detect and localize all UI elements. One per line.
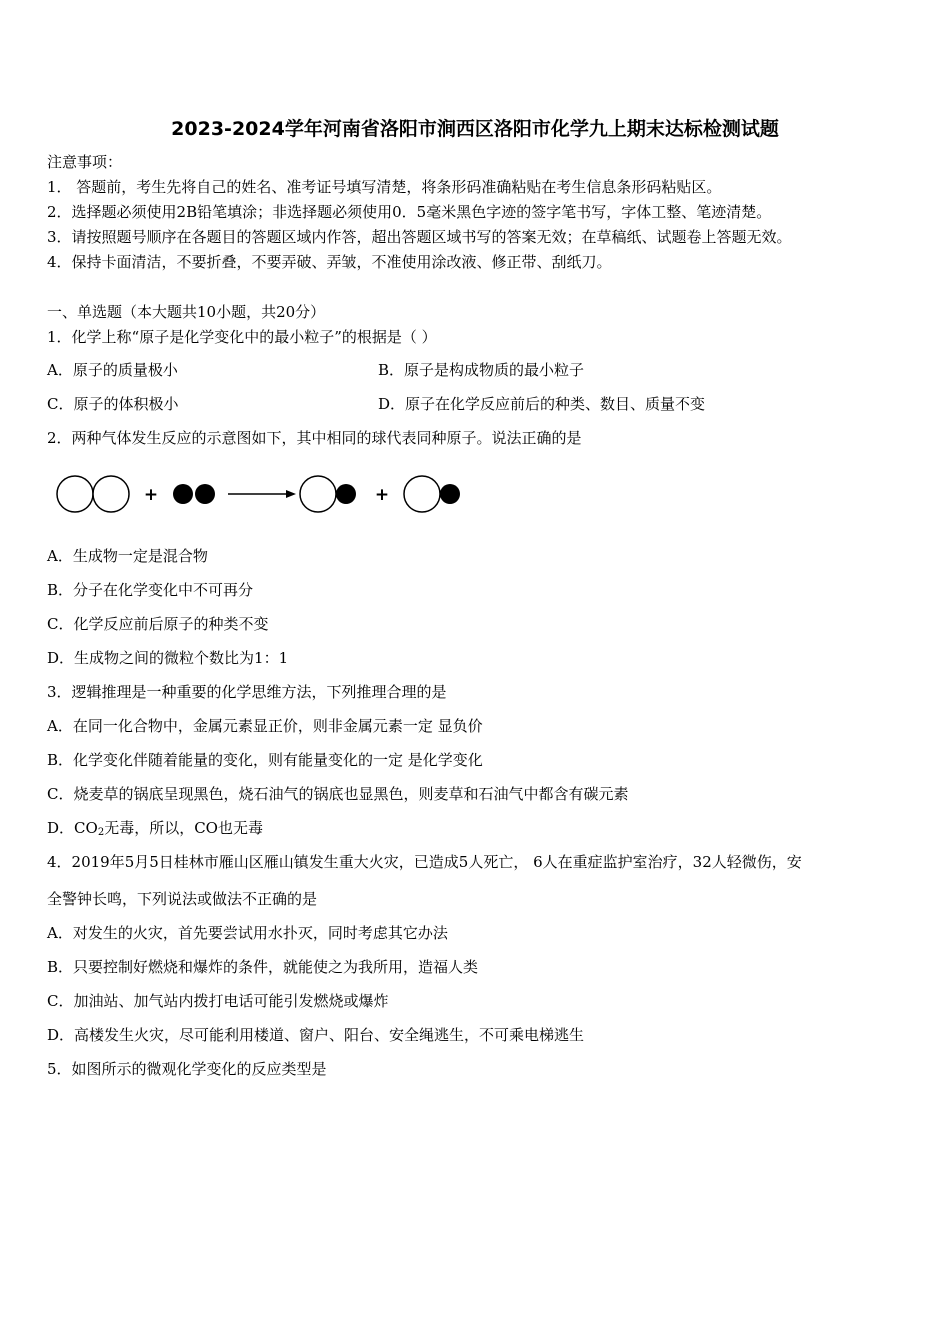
notice-item-3: 3．请按照题号顺序在各题目的答题区域内作答，超出答题区域书写的答案无效；在草稿纸、试题卷上答题无效。 <box>47 228 792 246</box>
q4-stem-line1: 4．2019年5月5日桂林市雁山区雁山镇发生重大火灾，已造成5人死亡， 6人在重症监护室治疗，32人轻微伤，安 <box>47 853 802 871</box>
q4-stem-line2: 全警钟长鸣，下列说法或做法不正确的是 <box>47 890 318 908</box>
notice-item-4: 4．保持卡面清洁，不要折叠，不要弄破、弄皱，不准使用涂改液、修正带、刮纸刀。 <box>47 253 612 271</box>
q1-option-b: B．原子是构成物质的最小粒子 <box>378 361 585 379</box>
q3-option-d <box>47 818 263 843</box>
reaction-arrow <box>228 490 296 498</box>
q5-stem: 5．如图所示的微观化学变化的反应类型是 <box>47 1060 327 1078</box>
q1-option-c: C．原子的体积极小 <box>47 395 179 413</box>
product-molecule-1 <box>300 476 356 512</box>
q2-option-d: D．生成物之间的微粒个数比为1：1 <box>47 649 289 667</box>
q3-stem: 3．逻辑推理是一种重要的化学思维方法，下列推理合理的是 <box>47 683 447 701</box>
q3-option-d-suffix: 无毒，所以，CO也无毒 <box>104 819 263 837</box>
q3-option-b: B．化学变化伴随着能量的变化，则有能量变化的一定 是化学变化 <box>47 751 483 769</box>
notice-heading: 注意事项： <box>47 153 123 171</box>
q3-option-d-prefix: D．CO <box>47 819 98 837</box>
notice-item-2: 2．选择题必须使用2B铅笔填涂；非选择题必须使用0．5毫米黑色字迹的签字笔书写，字体工整、笔迹清楚。 <box>47 203 772 221</box>
q4-option-b: B．只要控制好燃烧和爆炸的条件，就能使之为我所用，造福人类 <box>47 958 479 976</box>
q4-option-a: A．对发生的火灾，首先要尝试用水扑灭，同时考虑其它办法 <box>47 924 448 942</box>
plus-sign-2: + <box>374 485 390 505</box>
q2-stem: 2．两种气体发生反应的示意图如下，其中相同的球代表同种原子。说法正确的是 <box>47 429 582 447</box>
plus-sign-1: + <box>143 485 159 505</box>
q3-option-a: A．在同一化合物中，金属元素显正价，则非金属元素一定 显负价 <box>47 717 483 735</box>
q2-option-c: C．化学反应前后原子的种类不变 <box>47 615 269 633</box>
product-molecule-2 <box>404 476 460 512</box>
q3-option-d-subscript: 2 <box>97 827 105 838</box>
page-title: 2023-2024学年河南省洛阳市涧西区洛阳市化学九上期末达标检测试题 <box>171 118 779 140</box>
q4-option-d: D．高楼发生火灾，尽可能利用楼道、窗户、阳台、安全绳逃生，不可乘电梯逃生 <box>47 1026 585 1044</box>
notice-item-1: 1． 答题前，考生先将自己的姓名、准考证号填写清楚，将条形码准确粘贴在考生信息条形码粘贴区。 <box>47 178 722 196</box>
q2-option-a: A．生成物一定是混合物 <box>47 547 208 565</box>
reactant-molecule-black <box>173 484 215 504</box>
q2-option-b: B．分子在化学变化中不可再分 <box>47 581 254 599</box>
q1-stem: 1．化学上称“原子是化学变化中的最小粒子”的根据是（ ） <box>47 328 437 346</box>
q3-option-c: C．烧麦草的锅底呈现黑色，烧石油气的锅底也显黑色，则麦草和石油气中都含有碳元素 <box>47 785 629 803</box>
q1-option-a: A．原子的质量极小 <box>47 361 178 379</box>
reactant-molecule-white <box>57 476 129 512</box>
reaction-diagram <box>50 470 470 522</box>
section-heading: 一、单选题（本大题共10小题，共20分） <box>47 303 326 321</box>
q4-option-c: C．加油站、加气站内拨打电话可能引发燃烧或爆炸 <box>47 992 389 1010</box>
q1-option-d: D．原子在化学反应前后的种类、数目、质量不变 <box>378 395 706 413</box>
